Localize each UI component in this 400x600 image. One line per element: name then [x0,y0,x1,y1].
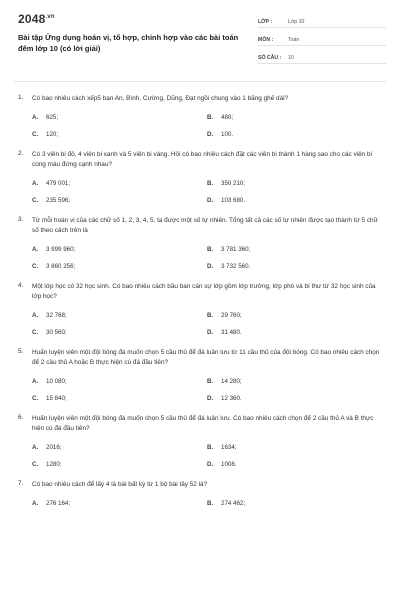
question-body [32,94,380,138]
option-letter: C. [32,197,39,204]
question-text: Từ mỗi hoán vị của các chữ số 1, 2, 3, 4, 5, ta được một số tự nhiên. Tổng tất cả các số tự nhiên được tạo thành từ 5 chữ số theo cách trên là [32,217,378,234]
answer-option[interactable] [32,378,207,385]
option-value: 1280; [46,461,62,468]
question-number: 6. [18,414,24,421]
answer-option[interactable] [207,263,377,270]
answer-option[interactable] [32,461,207,468]
answer-option[interactable] [207,131,377,138]
option-value: 3 732 560. [221,263,251,270]
answer-option[interactable] [207,312,377,319]
option-letter: C. [32,263,39,270]
logo-text: 2048 [18,12,46,26]
question-number: 1. [18,94,24,101]
option-value: 235 596; [46,197,71,204]
option-letter: A. [32,500,39,507]
option-letter: A. [32,378,39,385]
question-item [18,282,386,336]
question-body [32,216,380,270]
option-letter: D. [207,329,214,336]
option-letter: A. [32,246,39,253]
option-value: 14 280; [221,378,242,385]
logo-suffix: .vn [45,14,55,20]
answer-option[interactable] [207,329,377,336]
option-value: 276 164; [46,500,71,507]
answer-option[interactable] [32,395,207,402]
option-letter: D. [207,131,214,138]
option-value: 12 360. [221,395,242,402]
option-value: 625; [46,114,59,121]
question-body [32,282,380,336]
question-text: Một lớp học có 32 học sinh. Có bao nhiêu cách bầu ban cán sự lớp gồm lớp trưởng, lớp phó và bí thư từ 32 học sinh của lớp học? [32,283,376,300]
option-letter: B. [207,246,214,253]
option-value: 350 210; [221,180,246,187]
option-letter: C. [32,329,39,336]
answer-options [32,444,380,468]
option-letter: A. [32,444,39,451]
answer-option[interactable] [207,500,377,507]
option-value: 3 781 360; [221,246,251,253]
meta-label-count: SỐ CÂU : [258,55,282,61]
meta-label-subject: MÔN : [258,37,274,43]
option-value: 32 768; [46,312,67,319]
answer-option[interactable] [207,461,377,468]
question-item [18,150,386,204]
question-body [32,348,380,402]
answer-option[interactable] [207,378,377,385]
answer-option[interactable] [207,444,377,451]
meta-row-subject [258,33,386,46]
option-value: 1008. [221,461,237,468]
meta-value-count: 10 [288,55,294,61]
option-letter: C. [32,461,39,468]
meta-value-subject: Toán [288,37,300,43]
question-number: 7. [18,480,24,487]
answer-option[interactable] [32,180,207,187]
header-divider [14,81,386,82]
question-text: Huấn luyện viên một đội bóng đá muốn chọn 5 cầu thủ để đá luân lưu. Có bao nhiêu cách chọn để 2 cầu thủ A và B thực hiện cú đá đầu tiên? [32,415,374,432]
option-value: 479 001; [46,180,71,187]
site-logo[interactable] [18,12,253,26]
option-letter: C. [32,131,39,138]
answer-option[interactable] [207,180,377,187]
question-text: Có bao nhiêu cách xếp5 bạn An, Bình, Cường, Dũng, Đạt ngồi chung vào 1 băng ghế dài? [32,95,289,102]
question-number: 2. [18,150,24,157]
question-number: 3. [18,216,24,223]
answer-option[interactable] [32,131,207,138]
question-body [32,150,380,204]
option-value: 100. [221,131,234,138]
option-value: 31 480. [221,329,242,336]
answer-options [32,246,380,270]
option-value: 480; [221,114,234,121]
answer-option[interactable] [207,395,377,402]
option-letter: B. [207,180,214,187]
option-value: 120; [46,131,59,138]
option-letter: B. [207,114,214,121]
answer-options [32,114,380,138]
answer-option[interactable] [32,500,207,507]
option-letter: D. [207,263,214,270]
answer-options [32,500,380,507]
answer-option[interactable] [32,246,207,253]
question-item [18,348,386,402]
question-item [18,94,386,138]
option-letter: B. [207,444,214,451]
option-value: 1634; [221,444,237,451]
option-value: 10 080; [46,378,67,385]
option-letter: B. [207,378,214,385]
option-letter: D. [207,197,214,204]
question-list [18,94,386,507]
answer-options [32,378,380,402]
option-letter: D. [207,395,214,402]
question-number: 4. [18,282,24,289]
option-value: 274 462; [221,500,246,507]
question-number: 5. [18,348,24,355]
answer-option[interactable] [32,444,207,451]
option-letter: B. [207,500,214,507]
answer-option[interactable] [32,312,207,319]
answer-option[interactable] [32,197,207,204]
meta-row-count [258,51,386,64]
answer-option[interactable] [207,197,377,204]
answer-options [32,312,380,336]
option-value: 29 760; [221,312,242,319]
option-letter: A. [32,312,39,319]
option-letter: A. [32,180,39,187]
option-value: 30 560; [46,329,67,336]
option-letter: B. [207,312,214,319]
header-left [18,12,253,69]
document-meta [258,12,386,69]
meta-value-grade: Lớp 10 [288,19,305,25]
question-body [32,414,380,468]
document-header [18,12,386,69]
question-item [18,480,386,507]
question-text: Huấn luyện viên một đội bóng đá muốn chọn 5 cầu thủ để đá luân lưu từ 11 cầu thủ của đội bóng. Có bao nhiêu cách chọn để 2 cầu thủ A hoặc B thực hiện cú đá đầu tiên? [32,349,380,366]
question-item [18,414,386,468]
option-letter: A. [32,114,39,121]
meta-label-grade: LỚP : [258,19,273,25]
answer-options [32,180,380,204]
answer-option[interactable] [32,114,207,121]
option-value: 2016; [46,444,62,451]
answer-option[interactable] [32,329,207,336]
option-value: 3 860 256; [46,263,76,270]
question-text: Có bao nhiêu cách để lấy 4 lá bài bất kỳ từ 1 bộ bài tây 52 lá? [32,481,208,488]
document-title: Bài tập Ứng dụng hoán vị, tổ hợp, chỉnh hợp vào các bài toán đếm lớp 10 (có lời giải) [18,33,239,53]
question-item [18,216,386,270]
question-body [32,480,380,507]
option-letter: C. [32,395,39,402]
question-text: Có 3 viên bi đỏ, 4 viên bi xanh và 5 viên bi vàng. Hỏi có bao nhiêu cách đặt các viên bi thành 1 hàng sao cho các viên bi cùng màu đứng cạnh nhau? [32,151,372,168]
option-letter: D. [207,461,214,468]
answer-option[interactable] [207,246,377,253]
option-value: 103 680. [221,197,246,204]
answer-option[interactable] [207,114,377,121]
option-value: 3 999 960; [46,246,76,253]
answer-option[interactable] [32,263,207,270]
meta-row-grade [258,15,386,28]
option-value: 15 840; [46,395,67,402]
